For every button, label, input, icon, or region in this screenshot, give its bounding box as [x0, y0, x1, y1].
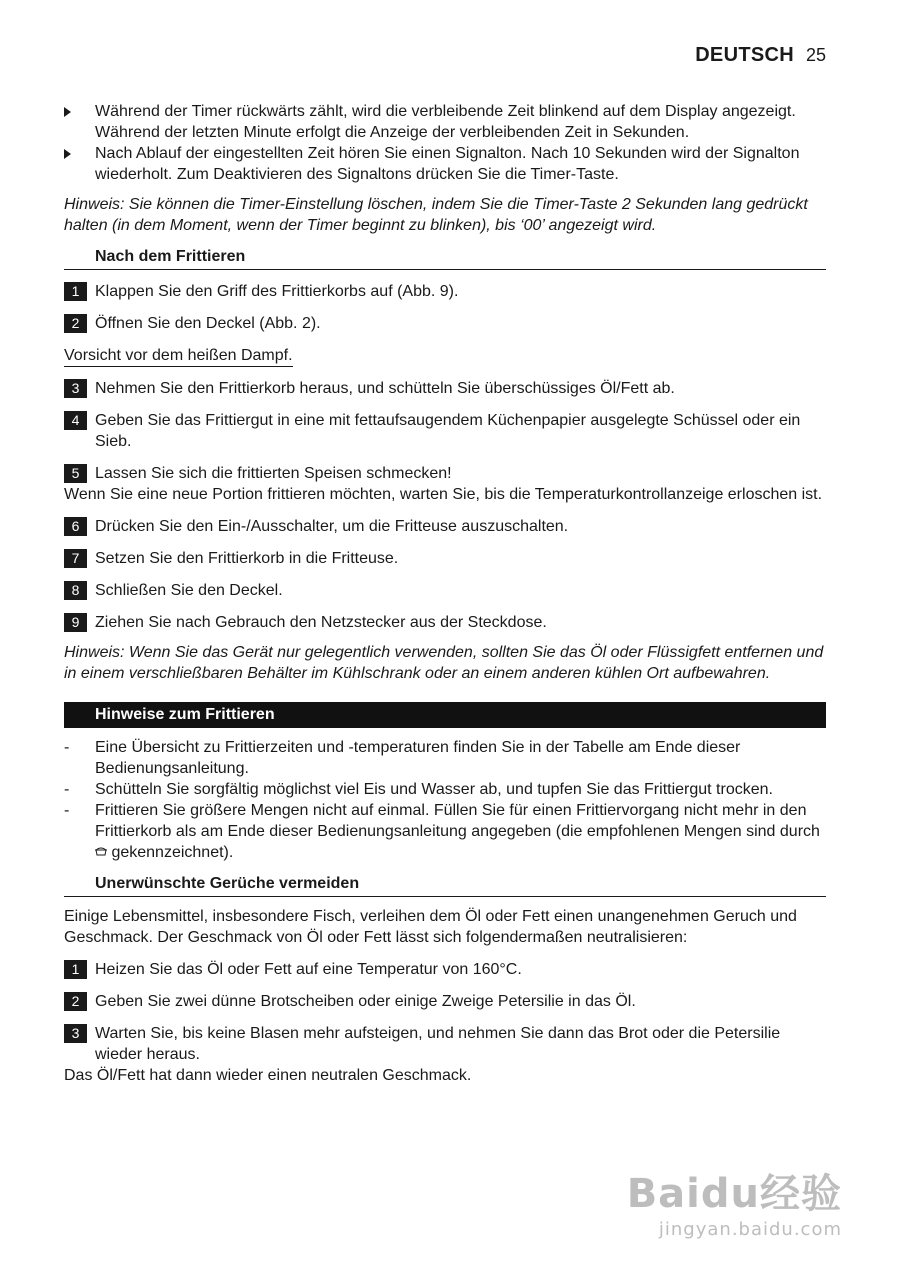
- step-number: 6: [64, 517, 87, 536]
- step-item: 9 Ziehen Sie nach Gebrauch den Netzstecker aus der Steckdose.: [64, 612, 826, 633]
- step-number: 3: [64, 1024, 87, 1043]
- step-number: 1: [64, 282, 87, 301]
- step-item: 6 Drücken Sie den Ein-/Ausschalter, um die Fritteuse auszuschalten.: [64, 516, 826, 537]
- step-number: 8: [64, 581, 87, 600]
- section-title-after-frying: Nach dem Frittieren: [64, 246, 826, 270]
- timer-note: Hinweis: Sie können die Timer-Einstellung löschen, indem Sie die Timer-Taste 2 Sekunden lang gedrückt halten (in dem Moment, wenn der Timer beginnt zu blinken), bis ‘00’ angezeigt wird.: [64, 196, 808, 234]
- step-number: 9: [64, 613, 87, 632]
- step-number: 2: [64, 314, 87, 333]
- list-item: - Frittieren Sie größere Mengen nicht auf einmal. Füllen Sie für einen Frittiervorgang nicht mehr in den Frittierkorb als am Ende dieser Bedienungsanleitung angegeben (die empfohlenen Mengen sind durch gekennzeichnet).: [64, 802, 820, 861]
- step-item: 4 Geben Sie das Frittiergut in eine mit fettaufsaugendem Küchenpapier ausgelegte Schüssel oder ein Sieb.: [64, 410, 826, 452]
- step-number: 1: [64, 960, 87, 979]
- watermark: [627, 1162, 842, 1240]
- odors-result: Das Öl/Fett hat dann wieder einen neutralen Geschmack.: [64, 1067, 472, 1084]
- page-number: 25: [805, 45, 826, 65]
- watermark-url: jingyan.baidu.com: [658, 1219, 842, 1240]
- section-title-tips: Hinweise zum Frittieren: [64, 702, 826, 728]
- bullet-arrow-icon: [64, 149, 71, 159]
- section-title-odors: Unerwünschte Gerüche vermeiden: [64, 873, 826, 897]
- step-item: 7 Setzen Sie den Frittierkorb in die Fritteuse.: [64, 548, 826, 569]
- step-item: 1 Klappen Sie den Griff des Frittierkorbs auf (Abb. 9).: [64, 281, 826, 302]
- step-number: 4: [64, 411, 87, 430]
- caution-text: Vorsicht vor dem heißen Dampf.: [64, 345, 293, 367]
- step-number: 2: [64, 992, 87, 1011]
- step-followup-text: Wenn Sie eine neue Portion frittieren möchten, warten Sie, bis die Temperaturkontrollanzeige erloschen ist.: [64, 486, 823, 503]
- bullet-arrow-icon: [64, 107, 71, 117]
- step-item: 2 Öffnen Sie den Deckel (Abb. 2).: [64, 313, 826, 334]
- step-item: 3 Nehmen Sie den Frittierkorb heraus, und schütteln Sie überschüssiges Öl/Fett ab.: [64, 378, 826, 399]
- pot-icon: [95, 842, 107, 863]
- list-item: - Eine Übersicht zu Frittierzeiten und -temperaturen finden Sie in der Tabelle am Ende dieser Bedienungsanleitung.: [64, 739, 741, 777]
- step-number: 3: [64, 379, 87, 398]
- list-item: - Schütteln Sie sorgfältig möglichst viel Eis und Wasser ab, und tupfen Sie das Frittiergut trocken.: [64, 781, 773, 798]
- step-item: 5 Lassen Sie sich die frittierten Speisen schmecken!: [64, 463, 826, 484]
- step-item: 3 Warten Sie, bis keine Blasen mehr aufsteigen, und nehmen Sie dann das Brot oder die Petersilie wieder heraus.: [64, 1023, 826, 1065]
- step-number: 7: [64, 549, 87, 568]
- step-item: 1 Heizen Sie das Öl oder Fett auf eine Temperatur von 160°C.: [64, 959, 826, 980]
- step-item: 8 Schließen Sie den Deckel.: [64, 580, 826, 601]
- bullet-item: Nach Ablauf der eingestellten Zeit hören Sie einen Signalton. Nach 10 Sekunden wird der Signalton wiederholt. Zum Deaktivieren des Signaltons drücken Sie die Timer-Taste.: [64, 143, 826, 185]
- page-content: [64, 101, 826, 1086]
- page-header: [695, 44, 826, 67]
- watermark-logo: Baidu经验: [626, 1171, 842, 1217]
- storage-note: Hinweis: Wenn Sie das Gerät nur gelegentlich verwenden, sollten Sie das Öl oder Flüssigfett entfernen und in einem verschließbaren Behälter im Kühlschrank oder an einem anderen kühlen Ort aufbewahren.: [64, 644, 824, 682]
- odors-intro: Einige Lebensmittel, insbesondere Fisch, verleihen dem Öl oder Fett einen unangenehmen Geruch und Geschmack. Der Geschmack von Öl oder Fett lässt sich folgendermaßen neutralisieren:: [64, 908, 797, 946]
- step-number: 5: [64, 464, 87, 483]
- step-item: 2 Geben Sie zwei dünne Brotscheiben oder einige Zweige Petersilie in das Öl.: [64, 991, 826, 1012]
- language-label: DEUTSCH: [695, 44, 794, 66]
- bullet-item: Während der Timer rückwärts zählt, wird die verbleibende Zeit blinkend auf dem Display angezeigt. Während der letzten Minute erfolgt die Anzeige der verbleibenden Zeit in Sekunden.: [64, 101, 826, 143]
